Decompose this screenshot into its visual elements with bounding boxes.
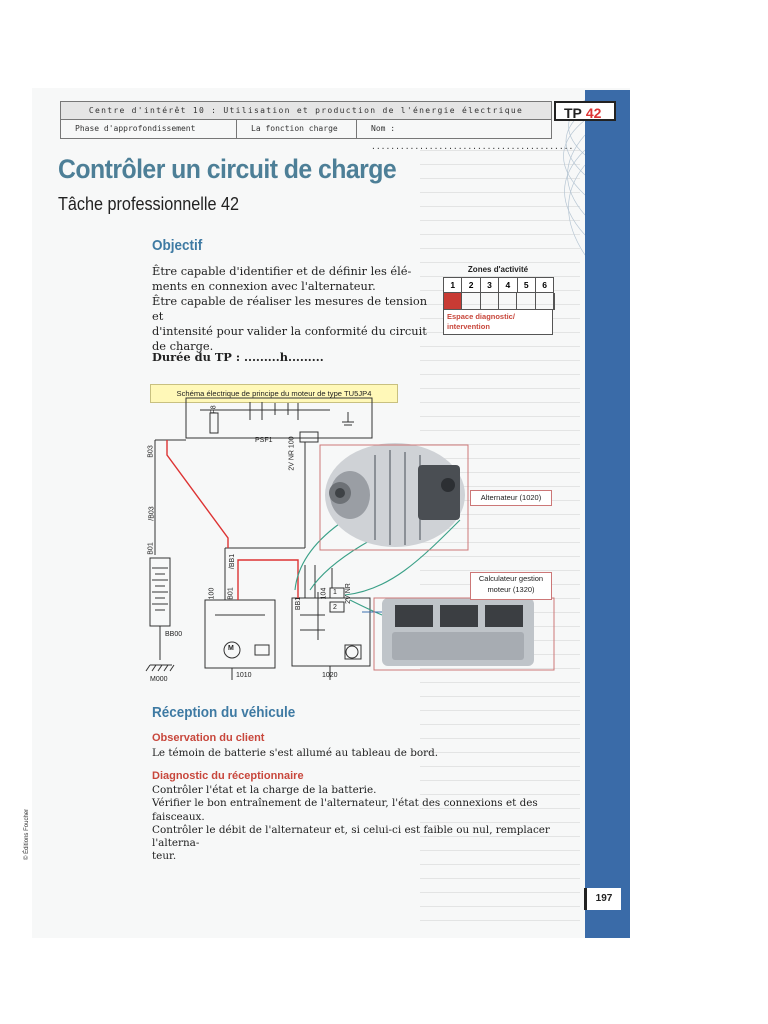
page-title: Contrôler un circuit de charge	[58, 154, 397, 184]
callout-calculateur	[470, 572, 552, 600]
reception-heading: Réception du véhicule	[152, 704, 296, 721]
zones-title: Zones d'activité	[467, 265, 529, 274]
schema-caption: Schéma électrique de principe du moteur de type TU5JP4	[150, 384, 398, 403]
label-b01: B01	[147, 542, 155, 555]
label-2: 2	[333, 604, 337, 611]
label-2vnr: 2V NR	[344, 583, 352, 604]
label-bb1: BB1	[295, 596, 303, 611]
label-m000: M000	[150, 676, 168, 683]
zone-cell: 3	[481, 278, 499, 292]
phase-cell: Phase d'approfondissement	[61, 120, 237, 138]
label-psf1: PSF1	[255, 437, 273, 444]
observation-heading: Observation du client	[152, 732, 265, 744]
diagnostic-heading: Diagnostic du réceptionnaire	[152, 770, 304, 782]
objectif-heading: Objectif	[152, 237, 203, 254]
label-b01-lower: B01	[227, 587, 235, 600]
label-104: 104	[320, 587, 328, 600]
tp-number: 42	[585, 105, 602, 121]
fonction-cell: La fonction charge	[237, 120, 357, 138]
callout-line: Calculateur gestion	[478, 574, 544, 583]
diagnostic-text	[152, 784, 562, 864]
callout-line: moteur (1320)	[487, 585, 535, 594]
diagnostic-line: Vérifier le bon entraînement de l'alternateur, l'état des connexions et des faisceaux.	[152, 797, 538, 823]
zone-cell: 1	[444, 278, 462, 292]
publisher-credit: © Éditions Foucher	[24, 808, 30, 860]
label-b03: B03	[147, 445, 155, 458]
callout-alternateur: Alternateur (1020)	[470, 490, 552, 506]
label-bb00: BB00	[165, 631, 183, 638]
objectif-line: Être capable de réaliser les mesures de tension et	[152, 294, 428, 323]
nom-field[interactable]: Nom : ..........................................	[371, 124, 574, 151]
zone-label: Espace diagnostic/ intervention	[443, 310, 553, 335]
objectif-line: Être capable d'identifier et de définir les élé-	[152, 264, 412, 278]
label-1020: 1020	[322, 672, 338, 679]
duree-field[interactable]: Durée du TP : .........h.........	[152, 350, 324, 364]
page-subtitle: Tâche professionnelle 42	[58, 194, 240, 214]
label-f8: F8	[210, 405, 218, 414]
label-bb1-top: /BB1	[229, 553, 237, 570]
diagnostic-line: Contrôler le débit de l'alternateur et, si celui-ci est faible ou nul, remplacer l'alterna-	[152, 823, 550, 850]
objectif-line: ments en connexion avec l'alternateur.	[152, 279, 376, 293]
observation-text: Le témoin de batterie s'est allumé au tableau de bord.	[152, 747, 439, 759]
zone-cell: 4	[499, 278, 517, 292]
page-number: 197	[584, 888, 621, 910]
tp-label: TP	[564, 105, 582, 121]
label-2vnr-100: 2V NR 100	[288, 436, 296, 471]
diagnostic-line: Contrôler l'état et la charge de la batterie.	[152, 784, 377, 796]
zone-cell: 6	[536, 278, 553, 292]
objectif-line: d'intensité pour valider la conformité du circuit	[152, 324, 427, 338]
zone-cell: 2	[462, 278, 480, 292]
label-1010: 1010	[236, 672, 252, 679]
centre-interet: Centre d'intérêt 10 : Utilisation et production de l'énergie électrique	[61, 102, 551, 120]
label-100: 100	[208, 587, 216, 600]
label-b03b: /B03	[148, 506, 156, 521]
zone-cell: 5	[518, 278, 536, 292]
diagnostic-line: teur.	[152, 850, 177, 863]
label-1: 1	[333, 589, 337, 596]
objectif-line: de charge.	[152, 339, 214, 353]
label-motor: M	[228, 645, 234, 652]
